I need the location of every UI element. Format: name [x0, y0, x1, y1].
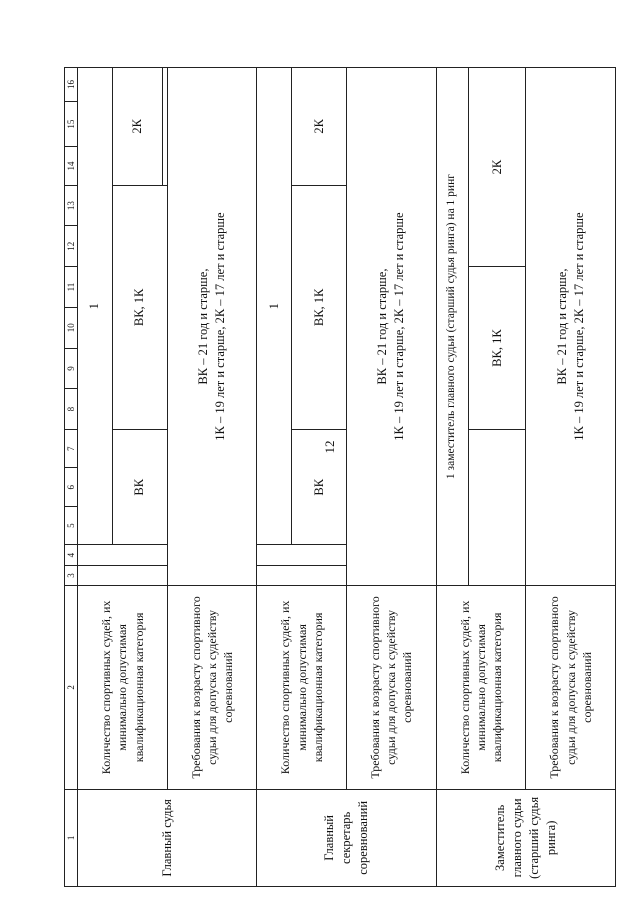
- age-label: Требования к возрасту спортивного судьи для допуска к судейству соревнований: [167, 586, 257, 790]
- age-line-1: ВК – 21 год и старше,: [375, 268, 390, 385]
- age-line-2: 1К – 19 лет и старше, 2К – 17 лет и старше: [571, 212, 586, 441]
- column-number: 11: [65, 267, 78, 308]
- column-number: 4: [65, 545, 78, 565]
- role-deputy-chief-judge: Заместитель главного судьи (старший судья ринга): [436, 789, 615, 886]
- column-number: 10: [65, 307, 78, 348]
- chief-secretary-count: 1: [257, 68, 292, 545]
- deputy-count: 1 заместитель главного судьи (старший судья ринга) на 1 ринг: [436, 68, 468, 586]
- column-number: 13: [65, 185, 78, 226]
- age-line-1: ВК – 21 год и старше,: [554, 268, 569, 385]
- column-number: 2: [65, 586, 78, 790]
- column-number: 8: [65, 389, 78, 430]
- chief-secretary-age-row: [347, 68, 437, 887]
- chief-secretary-category-vk: ВК: [291, 430, 346, 545]
- age-label: Требования к возрасту спортивного судьи для допуска к судейству соревнований: [347, 586, 437, 790]
- empty-cell: [78, 565, 168, 585]
- role-chief-secretary: Главный секретарь соревнований: [257, 789, 436, 886]
- chief-judge-category-vk: ВК: [112, 430, 167, 545]
- empty-cell: [468, 430, 525, 586]
- chief-judge-category-vk-1k: ВК, 1К: [112, 185, 167, 429]
- deputy-age-requirement: [526, 68, 616, 586]
- count-label: Количество спортивных судей, их минимально допустимая квалификационная категория: [78, 586, 168, 790]
- referee-requirements-table: [64, 67, 616, 887]
- column-number: 3: [65, 565, 78, 585]
- age-line-2: 1К – 19 лет и старше, 2К – 17 лет и старше: [392, 212, 407, 441]
- role-chief-judge: Главный судья: [78, 789, 257, 886]
- column-number: 16: [65, 68, 78, 102]
- empty-cell: [257, 545, 347, 565]
- age-line-2: 1К – 19 лет и старше, 2К – 17 лет и старше: [213, 212, 228, 441]
- count-label: Количество спортивных судей, их минимально допустимая квалификационная категория: [436, 586, 526, 790]
- chief-judge-count: 1: [78, 68, 113, 545]
- column-number: 6: [65, 468, 78, 506]
- column-number: 1: [65, 789, 78, 886]
- empty-cell: [78, 545, 168, 565]
- page-number: 12: [322, 440, 337, 454]
- age-line-1: ВК – 21 год и старше,: [196, 268, 211, 385]
- chief-secretary-category-vk-1k: ВК, 1К: [291, 185, 346, 429]
- chief-secretary-count-top-row: [257, 68, 292, 887]
- age-label: Требования к возрасту спортивного судьи для допуска к судейству соревнований: [526, 586, 616, 790]
- referee-requirements-table-rotated: [64, 67, 616, 887]
- column-number: 15: [65, 102, 78, 147]
- column-number-row: [65, 68, 78, 887]
- chief-judge-count-top-row: [78, 68, 113, 887]
- count-label: Количество спортивных судей, их минимально допустимая квалификационная категория: [257, 586, 347, 790]
- chief-judge-age-row: [167, 68, 257, 887]
- column-number: 12: [65, 226, 78, 267]
- deputy-category-vk-1k: ВК, 1К: [468, 267, 525, 430]
- deputy-category-2k: 2К: [468, 68, 525, 267]
- deputy-age-row: [526, 68, 616, 887]
- chief-secretary-age-requirement: [347, 68, 437, 586]
- column-number: 9: [65, 348, 78, 389]
- empty-cell: [257, 565, 347, 585]
- chief-secretary-category-2k: 2К: [291, 68, 346, 186]
- column-number: 7: [65, 430, 78, 468]
- chief-judge-category-2k: 2К: [112, 68, 162, 186]
- column-number: 14: [65, 147, 78, 185]
- column-number: 5: [65, 506, 78, 544]
- chief-judge-age-requirement: [167, 68, 257, 586]
- deputy-count-top-row: [436, 68, 468, 887]
